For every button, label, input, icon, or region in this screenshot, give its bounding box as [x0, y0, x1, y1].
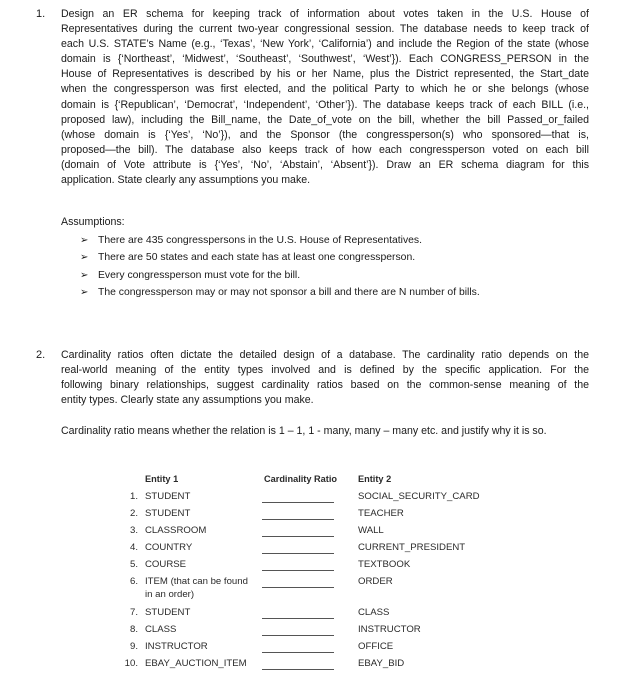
paragraph-line: Cardinality ratios often dictate the detailed design of a database. The cardinality ratio depends on the [61, 349, 589, 361]
entity-2: WALL [358, 525, 384, 536]
arrow-bullet-icon: ➢ [80, 235, 89, 246]
paragraph-line: (domain of Vote attribute is {‘Yes’, ‘No’, ‘Abstain’, ‘Absent’}). Draw an ER schema diagram for this [61, 158, 589, 171]
assumption-item [80, 235, 422, 246]
cardinality-blank-field[interactable] [262, 570, 334, 571]
cardinality-note: Cardinality ratio means whether the relation is 1 – 1, 1 - many, many – many etc. and justify why it is so. [61, 425, 547, 437]
entity-2: ORDER [358, 576, 393, 587]
assumptions-label: Assumptions: [61, 216, 125, 228]
paragraph-line: application. State clearly any assumptions you make. [61, 174, 311, 187]
entity-1: COURSE [145, 559, 187, 570]
paragraph-line: each U.S. STATE’s Name (e.g., ‘Texas’, ‘New York’, ‘California’) and include the Region of the state (whose [61, 38, 589, 51]
arrow-bullet-icon: ➢ [80, 286, 89, 298]
paragraph-line: House of Representatives is described by his or her Name, plus the District represented, the Start_date [61, 68, 589, 81]
assumption-item [80, 252, 415, 263]
entity-2: TEXTBOOK [358, 559, 411, 570]
row-number: 9. [129, 641, 138, 652]
paragraph-line: entity types. Clearly state any assumptions you make. [61, 394, 314, 407]
row-number: 10. [124, 658, 138, 669]
paragraph-line: Design an ER schema for keeping track of information about votes taken in the U.S. House of [61, 8, 589, 20]
header-entity-2: Entity 2 [358, 474, 392, 484]
entity-2: OFFICE [358, 641, 394, 652]
paragraph-line: domain is {‘Republican’, ‘Democrat’, ‘Independent’, ‘Other’}). The database keeps track of each BILL (i.e., [61, 98, 589, 111]
question-1-number: 1. [36, 8, 46, 20]
cardinality-blank-field[interactable] [262, 536, 334, 537]
cardinality-blank-field[interactable] [262, 618, 334, 619]
paragraph-line: Representatives during the current two-year congressional session. The database needs to keep track of [61, 23, 589, 36]
cardinality-blank-field[interactable] [262, 587, 334, 588]
assumption-text: There are 50 states and each state has at least one congressperson. [98, 252, 416, 264]
cardinality-blank-field[interactable] [262, 669, 334, 670]
question-2-text [61, 348, 589, 408]
paragraph-line: proposed—the bill). The database also keeps track of how each congressperson voted on each bill [61, 143, 589, 156]
row-number: 2. [129, 508, 138, 519]
row-number: 8. [129, 624, 138, 635]
paragraph-line: when the congressperson was first elected, and the political Party to which he or she belongs (whose [61, 83, 589, 96]
question-1-text [61, 7, 589, 188]
cardinality-blank-field[interactable] [262, 519, 334, 520]
arrow-bullet-icon: ➢ [80, 252, 89, 264]
arrow-bullet-icon: ➢ [80, 269, 89, 281]
cardinality-blank-field[interactable] [262, 553, 334, 554]
entity-2: SOCIAL_SECURITY_CARD [358, 491, 480, 502]
entity-2: TEACHER [358, 508, 404, 519]
entity-1: CLASSROOM [145, 525, 207, 536]
row-number: 1. [129, 491, 138, 502]
cardinality-blank-field[interactable] [262, 635, 334, 636]
entity-2: CURRENT_PRESIDENT [358, 542, 466, 553]
row-number: 5. [129, 559, 138, 570]
entity-1: CLASS [145, 624, 177, 635]
paragraph-line: real-world meaning of the entity types involved and is defined by the specific application. For the [61, 364, 589, 377]
entity-1: STUDENT [145, 607, 191, 618]
entity-2: EBAY_BID [358, 658, 405, 669]
paragraph-line: (whose domain is {‘Yes’, ‘No’}), and the Sponsor (the congressperson(s) who sponsored—that is, [61, 128, 589, 141]
paragraph-line: domain is {‘Northeast’, ‘Midwest’, ‘Southeast’, ‘Southwest’, ‘West’}). Each CONGRESS_PERSON in the [61, 53, 589, 66]
entity-1-continued: in an order) [145, 589, 195, 600]
assumption-item [80, 287, 480, 298]
assumption-text: There are 435 congresspersons in the U.S. House of Representatives. [98, 235, 423, 246]
assumption-text: The congressperson may or may not sponsor a bill and there are N number of bills. [98, 286, 480, 298]
row-number: 3. [129, 525, 138, 536]
entity-1: EBAY_AUCTION_ITEM [145, 658, 247, 669]
assumption-item [80, 270, 300, 281]
entity-1: COUNTRY [145, 542, 193, 553]
header-cardinality-ratio: Cardinality Ratio [264, 474, 338, 484]
entity-1: STUDENT [145, 508, 191, 519]
row-number: 7. [129, 607, 138, 618]
row-number: 6. [129, 576, 138, 587]
assumption-text: Every congressperson must vote for the bill. [98, 269, 301, 281]
entity-1: INSTRUCTOR [145, 641, 208, 652]
header-entity-1: Entity 1 [145, 474, 179, 484]
question-2-number: 2. [36, 349, 46, 361]
paragraph-line: proposed law), including the Bill_name, the Date_of_vote on the bill, whether the bill Passed_or_failed [61, 113, 589, 126]
paragraph-line: following binary relationships, suggest cardinality ratios based on the common-sense meaning of the [61, 379, 589, 392]
cardinality-blank-field[interactable] [262, 502, 334, 503]
entity-1: ITEM (that can be found [145, 576, 248, 587]
entity-2: CLASS [358, 607, 390, 618]
entity-2: INSTRUCTOR [358, 624, 421, 635]
entity-1: STUDENT [145, 491, 191, 502]
row-number: 4. [129, 542, 138, 553]
cardinality-blank-field[interactable] [262, 652, 334, 653]
